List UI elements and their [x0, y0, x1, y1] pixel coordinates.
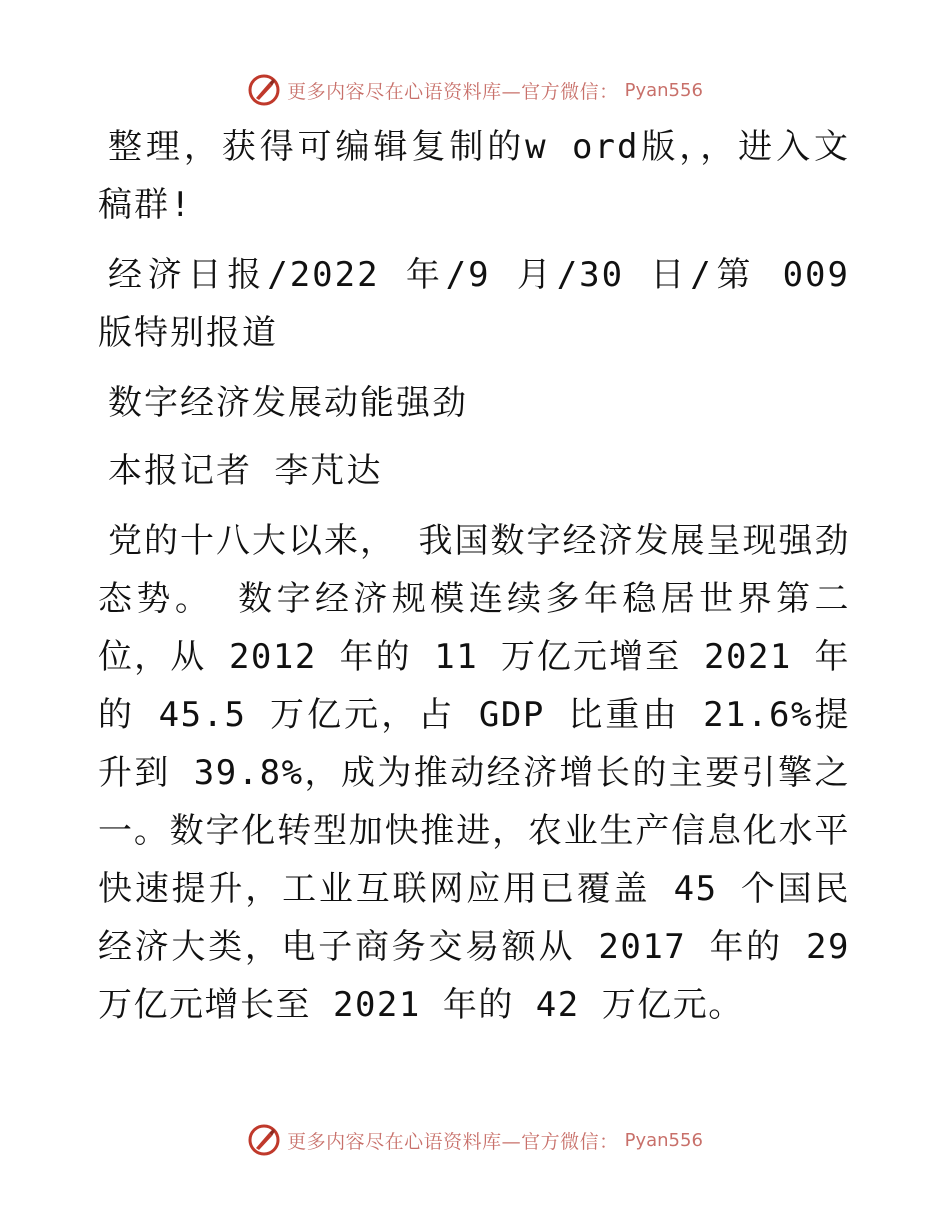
- source-line: 经济日报/2022 年/9 月/30 日/第 009 版特别报道: [98, 255, 850, 353]
- byline: 本报记者 李芃达: [108, 451, 383, 491]
- header-watermark-banner: [0, 72, 950, 108]
- pen-circle-logo-icon: [247, 73, 281, 107]
- banner-wechat-id: Pyan556: [624, 1129, 703, 1151]
- banner-text: 更多内容尽在心语资料库—官方微信：: [287, 1130, 619, 1153]
- banner-wechat-id: Pyan556: [624, 79, 703, 101]
- document-body: [98, 118, 850, 1046]
- footer-watermark-banner: [0, 1122, 950, 1158]
- pen-circle-logo-icon: [247, 1123, 281, 1157]
- body-paragraph: 党的十八大以来， 我国数字经济发展呈现强劲态势。 数字经济规模连续多年稳居世界第二位，从 2012 年的 11 万亿元增至 2021 年的 45.5 万亿元，占 GDP 比重由 21.6%提升到 39.8%，成为推动经济增长的主要引擎之一。数字化转型加快推进，农业生产信息化水平快速提升，工业互联网应用已覆盖 45 个国民经济大类，电子商务交易额从 2017 年的 29 万亿元增长至 2021 年的 42 万亿元。: [98, 521, 850, 1025]
- banner-text: 更多内容尽在心语资料库—官方微信：: [287, 80, 619, 103]
- article-title: 数字经济发展动能强劲: [108, 383, 468, 423]
- intro-paragraph: 整理，获得可编辑复制的w ord版，，进入文稿群!: [98, 127, 850, 225]
